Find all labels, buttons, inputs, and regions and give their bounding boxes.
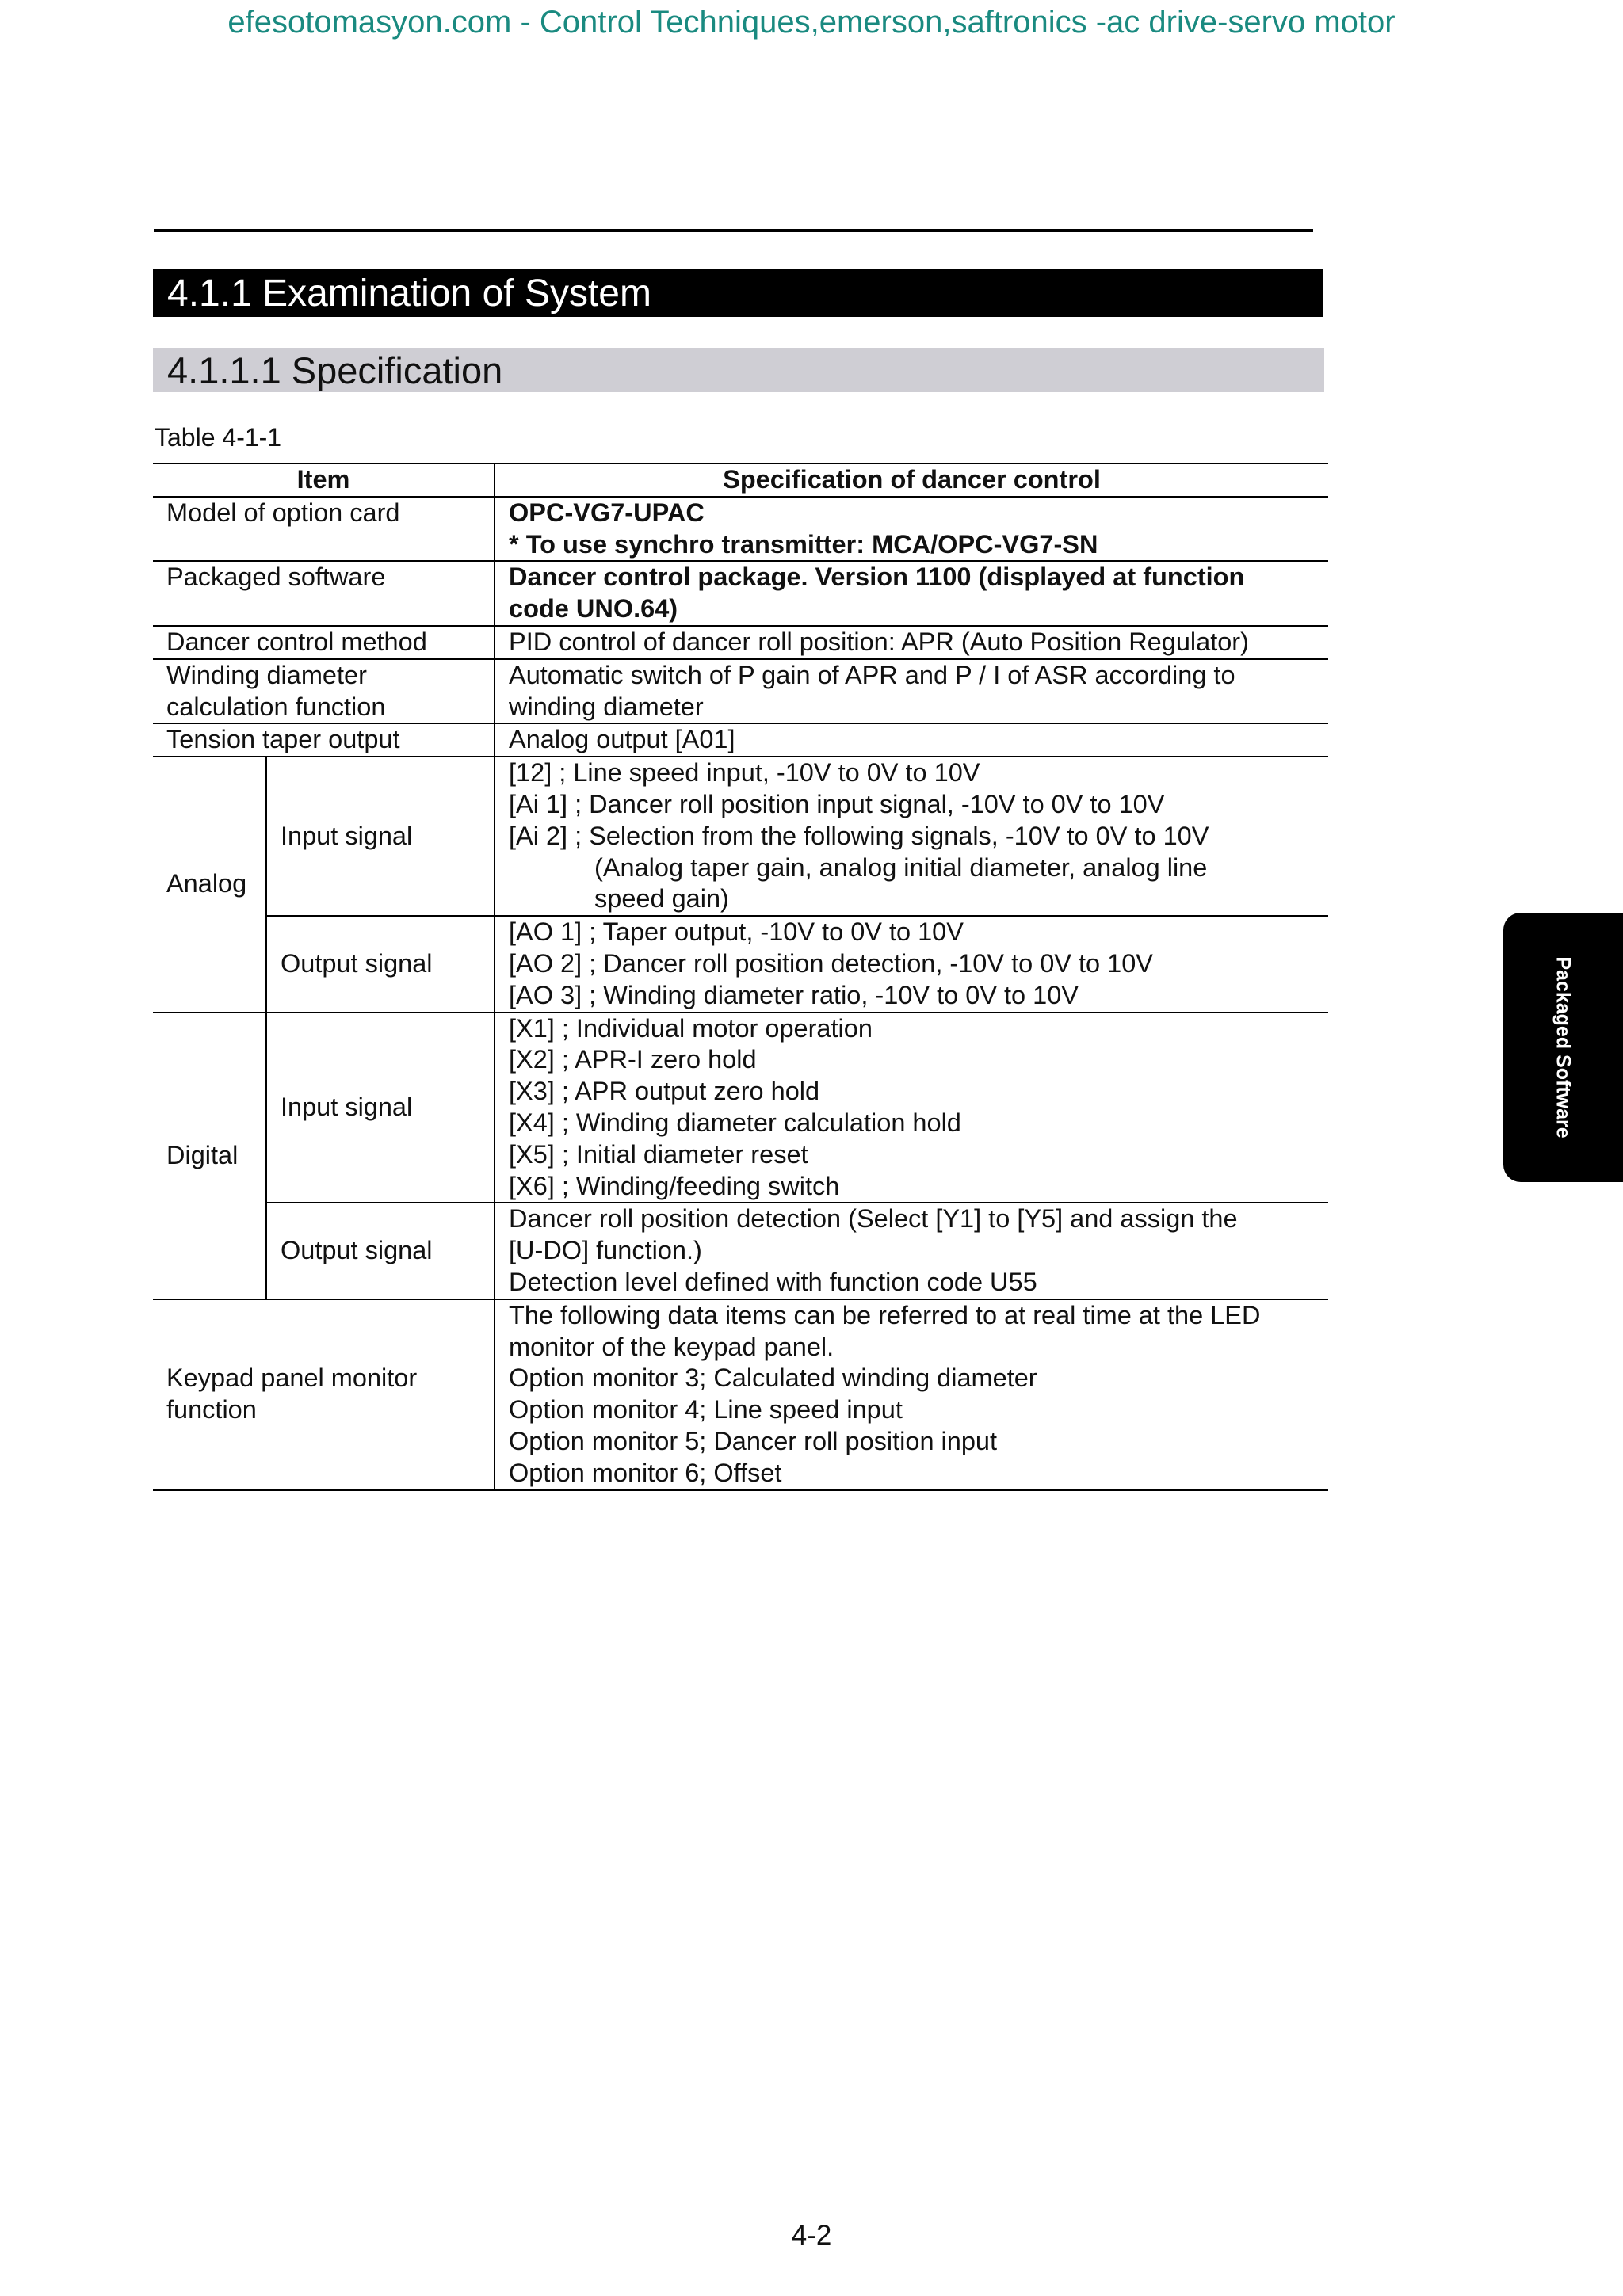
spec-line: Option monitor 3; Calculated winding diameter (509, 1363, 1037, 1393)
spec-line: [AO 3] ; Winding diameter ratio, -10V to 0V to 10V (509, 980, 1079, 1009)
spec-line: [X6] ; Winding/feeding switch (509, 1171, 840, 1200)
row-item-keypad (153, 1299, 495, 1490)
website-banner: efesotomasyon.com - Control Techniques,emerson,saftronics -ac drive-servo motor (227, 5, 1396, 40)
row-spec-taper: Analog output [A01] (495, 723, 1328, 757)
row-spec-software (495, 561, 1328, 626)
spec-line: [X1] ; Individual motor operation (509, 1013, 873, 1043)
spec-line: winding diameter (509, 692, 704, 721)
item-line: calculation function (166, 692, 386, 721)
side-tab-packaged-software (1503, 913, 1623, 1182)
analog-output-label: Output signal (266, 916, 495, 1012)
digital-input-label: Input signal (266, 1013, 495, 1203)
table-header-row (153, 463, 1328, 497)
row-spec-model (495, 497, 1328, 562)
table-row (153, 626, 1328, 659)
row-item-software: Packaged software (153, 561, 495, 626)
spec-line: Option monitor 6; Offset (509, 1458, 782, 1487)
analog-output-spec (495, 916, 1328, 1012)
table-row (153, 561, 1328, 626)
row-spec-keypad (495, 1299, 1328, 1490)
side-tab-label: Packaged Software (1552, 956, 1575, 1138)
spec-line: [X4] ; Winding diameter calculation hold (509, 1108, 961, 1137)
table-row (153, 723, 1328, 757)
analog-input-spec (495, 757, 1328, 916)
table-caption: Table 4-1-1 (155, 423, 282, 452)
spec-line: [Ai 2] ; Selection from the following signals, -10V to 0V to 10V (509, 821, 1209, 850)
spec-line: The following data items can be referred to at real time at the LED (509, 1300, 1261, 1329)
item-line: Keypad panel monitor (166, 1363, 418, 1393)
spec-line: [X2] ; APR-I zero hold (509, 1045, 757, 1074)
digital-output-spec (495, 1203, 1328, 1299)
analog-input-label: Input signal (266, 757, 495, 916)
header-item: Item (153, 463, 495, 497)
table-row (153, 916, 1328, 1012)
page-number: 4-2 (791, 2220, 832, 2251)
group-digital: Digital (153, 1013, 266, 1299)
digital-output-label: Output signal (266, 1203, 495, 1299)
item-line: Winding diameter (166, 660, 367, 689)
table-row (153, 1013, 1328, 1203)
spec-line: [12] ; Line speed input, -10V to 0V to 10V (509, 758, 980, 788)
spec-line: (Analog taper gain, analog initial diameter, analog line (594, 852, 1208, 882)
spec-line: Automatic switch of P gain of APR and P / I of ASR according to (509, 660, 1235, 689)
spec-line: [X3] ; APR output zero hold (509, 1077, 820, 1106)
spec-line: * To use synchro transmitter: MCA/OPC-VG7-SN (509, 529, 1098, 559)
spec-line: OPC-VG7-UPAC (509, 498, 705, 527)
spec-line: Detection level defined with function code U55 (509, 1267, 1037, 1296)
table-row (153, 1203, 1328, 1299)
table-row (153, 659, 1328, 724)
header-spec: Specification of dancer control (495, 463, 1328, 497)
spec-line: Option monitor 4; Line speed input (509, 1395, 903, 1425)
spec-line: [Ai 1] ; Dancer roll position input signal, -10V to 0V to 10V (509, 789, 1165, 818)
spec-line: [AO 1] ; Taper output, -10V to 0V to 10V (509, 917, 964, 947)
table-row (153, 1299, 1328, 1490)
row-spec-method: PID control of dancer roll position: APR (Auto Position Regulator) (495, 626, 1328, 659)
table-row (153, 757, 1328, 916)
row-item-winding (153, 659, 495, 724)
spec-line: Dancer roll position detection (Select [Y1] to [Y5] and assign the (509, 1204, 1238, 1234)
row-spec-winding (495, 659, 1328, 724)
spec-line: speed gain) (594, 884, 729, 913)
spec-line: monitor of the keypad panel. (509, 1332, 834, 1361)
spec-line: Dancer control package. Version 1100 (displayed at function (509, 563, 1245, 592)
digital-input-spec (495, 1013, 1328, 1203)
section-title: 4.1.1 Examination of System (153, 269, 1323, 317)
spec-line: [AO 2] ; Dancer roll position detection, -10V to 0V to 10V (509, 948, 1153, 978)
row-item-model: Model of option card (153, 497, 495, 562)
item-line: function (166, 1395, 257, 1425)
table-row (153, 497, 1328, 562)
specification-table (153, 463, 1328, 1491)
spec-line: code UNO.64) (509, 594, 678, 624)
row-item-method: Dancer control method (153, 626, 495, 659)
header-rule (154, 229, 1313, 232)
spec-line: Option monitor 5; Dancer roll position input (509, 1426, 998, 1455)
row-item-taper: Tension taper output (153, 723, 495, 757)
spec-line: [X5] ; Initial diameter reset (509, 1139, 808, 1169)
spec-line: [U-DO] function.) (509, 1236, 702, 1265)
subsection-title: 4.1.1.1 Specification (153, 348, 1324, 392)
group-analog: Analog (153, 757, 266, 1012)
